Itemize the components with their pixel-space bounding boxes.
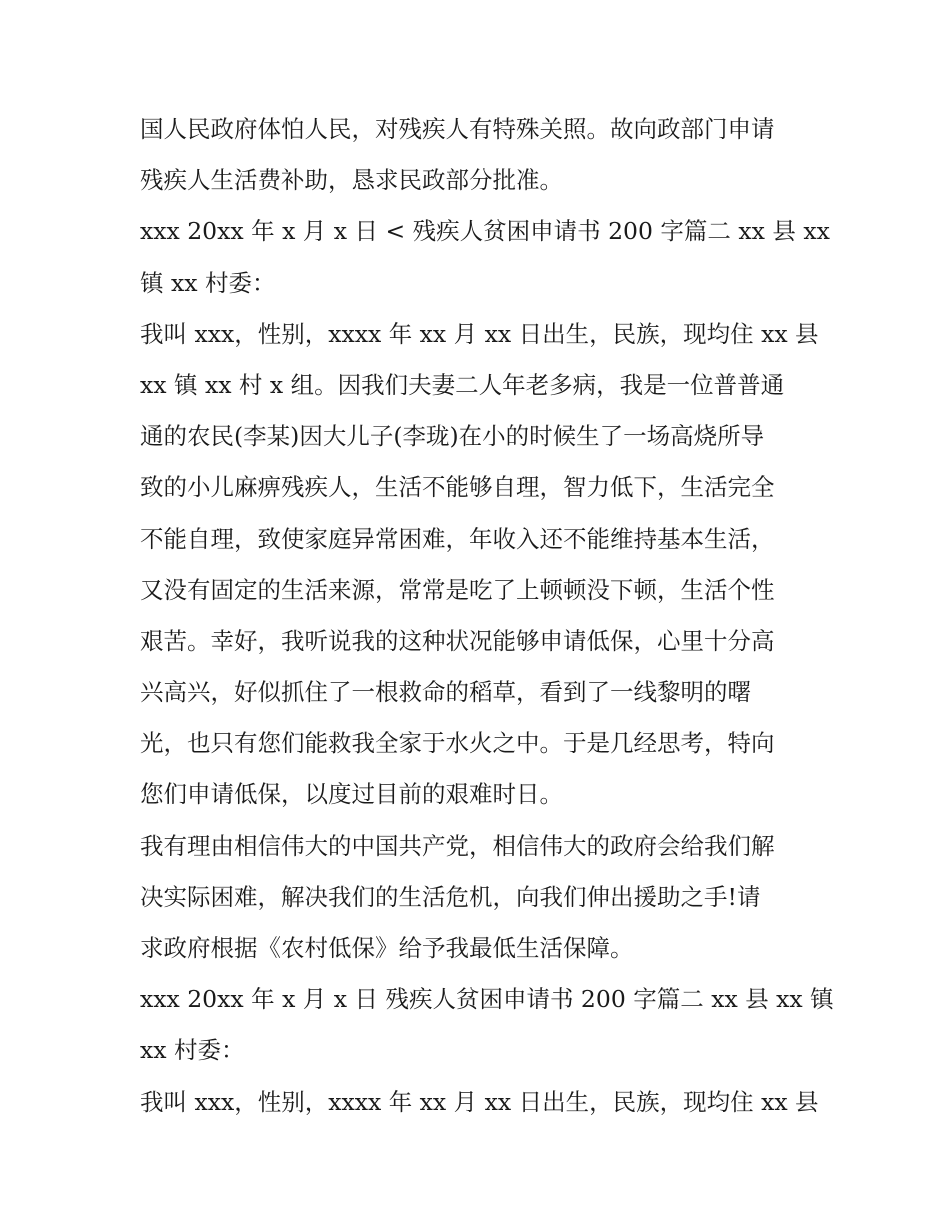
text-line: 光，也只有您们能救我全家于水火之中。于是几经思考，特向	[140, 729, 775, 758]
text-line: xxx 20xx 年 x 月 x 日 < 残疾人贫困申请书 200 字篇二 xx 县 xx	[140, 217, 830, 246]
text-line: 残疾人生活费补助，恳求民政部分批准。	[140, 166, 563, 195]
text-line: 镇 xx 村委：	[140, 268, 276, 297]
text-line: xx 村委：	[140, 1036, 245, 1065]
text-line: 您们申请低保，以度过目前的艰难时日。	[140, 780, 563, 809]
text-line: 我叫 xxx，性别，xxxx 年 xx 月 xx 日出生，民族，现均住 xx 县	[140, 1087, 819, 1116]
text-line: xx 镇 xx 村 x 组。因我们夫妻二人年老多病，我是一位普普通	[140, 370, 785, 399]
text-line: xxx 20xx 年 x 月 x 日 残疾人贫困申请书 200 字篇二 xx 县 xx 镇	[140, 985, 834, 1014]
text-line: 通的农民(李某)因大儿子(李珑)在小的时候生了一场高烧所导	[140, 422, 765, 451]
text-line: 我有理由相信伟大的中国共产党，相信伟大的政府会给我们解	[140, 831, 775, 860]
text-line: 致的小儿麻痹残疾人，生活不能够自理，智力低下，生活完全	[140, 473, 775, 502]
document-body	[140, 104, 834, 1128]
text-line: 又没有固定的生活来源，常常是吃了上顿顿没下顿，生活个性	[140, 575, 775, 604]
text-line: 国人民政府体怕人民，对残疾人有特殊关照。故向政部门申请	[140, 115, 775, 143]
text-line: 兴高兴，好似抓住了一根救命的稻草，看到了一线黎明的曙	[140, 678, 751, 707]
text-line: 决实际困难，解决我们的生活危机，向我们伸出援助之手!请	[140, 882, 761, 911]
text-line: 我叫 xxx，性别，xxxx 年 xx 月 xx 日出生，民族，现均住 xx 县	[140, 319, 819, 348]
text-line: 不能自理，致使家庭异常困难，年收入还不能维持基本生活，	[140, 524, 775, 553]
text-line: 艰苦。幸好，我听说我的这种状况能够申请低保，心里十分高	[140, 626, 775, 655]
text-line: 求政府根据《农村低保》给予我最低生活保障。	[140, 934, 634, 962]
